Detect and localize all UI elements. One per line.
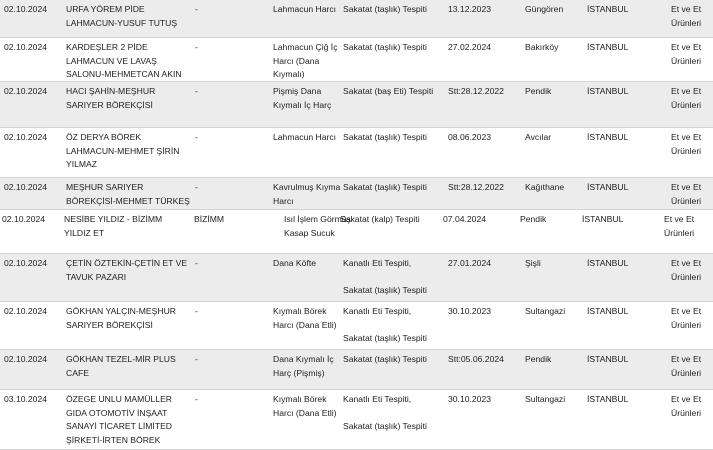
cell-group: Et ve Et Ürünleri [671,306,702,330]
cell-company: MEŞHUR SARIYER BÖREKÇİSİ-MEHMET TÜRKEŞ [66,182,190,206]
cell-product: Isıl İşlem Görmüş Kasap Sucuk [284,214,351,238]
cell-company: URFA YÖREM PİDE LAHMACUN-YUSUF TUTUŞ [66,4,178,28]
cell-product: Pişmiş Dana Kıymalı İç Harç [273,86,332,110]
cell-district: Sultangazi [525,394,566,404]
cell-group: Et ve Et Ürünleri [664,214,695,238]
cell-brand: - [195,306,198,316]
cell-date: 02.10.2024 [4,4,48,14]
cell-brand: - [195,354,198,364]
cell-city: İSTANBUL [587,394,629,404]
cell-date: 02.10.2024 [4,132,48,142]
table-row [0,38,713,82]
cell-product: Kavrulmuş Kıyma Harcı [273,182,341,206]
cell-company: NESİBE YILDIZ - BİZİMM YILDIZ ET [64,214,163,238]
cell-batch: 13.12.2023 [448,4,492,14]
cell-product: Dana Kıymalı İç Harç (Pişmiş) [273,354,334,378]
cell-group: Et ve Et Ürünleri [671,86,702,110]
cell-violation: Sakatat (kalp) Tespiti [340,214,420,224]
cell-product: Lahmacun Çiğ İç Harcı (Dana Kıymalı) [273,42,338,79]
cell-district: Avcılar [525,132,552,142]
cell-district: Pendik [520,214,547,224]
cell-brand: - [195,394,198,404]
cell-batch: 27.01.2024 [448,258,492,268]
cell-date: 02.10.2024 [4,182,48,192]
cell-brand: BİZİMM [194,214,225,224]
cell-violation: Kanatlı Eti Tespiti, Sakatat (taşlık) Tespiti [343,306,427,343]
cell-product: Lahmacun Harcı [273,4,337,14]
table-row [0,302,713,350]
cell-date: 02.10.2024 [4,86,48,96]
cell-violation: Sakatat (taşlık) Tespiti [343,182,427,192]
cell-group: Et ve Et Ürünleri [671,354,702,378]
cell-date: 02.10.2024 [4,306,48,316]
cell-company: ÖZEGE UNLU MAMÜLLER GIDA OTOMOTİV İNŞAAT SANAYİ TİCARET LİMİTED ŞİRKETİ-İRTEN BÖREK [66,394,173,445]
cell-city: İSTANBUL [587,354,629,364]
cell-brand: - [195,4,198,14]
cell-date: 02.10.2024 [4,258,48,268]
table-row [0,0,713,38]
cell-city: İSTANBUL [587,132,629,142]
cell-product: Dana Köfte [273,258,316,268]
cell-violation: Kanatlı Eti Tespiti, Sakatat (taşlık) Tespiti [343,258,427,295]
cell-violation: Sakatat (taşlık) Tespiti [343,354,427,364]
cell-batch: 07.04.2024 [443,214,487,224]
cell-brand: - [195,182,198,192]
cell-batch: 08.06.2023 [448,132,492,142]
table-row [0,128,713,178]
cell-batch: Stt:28.12.2022 [448,182,504,192]
cell-product: Kıymalı Börek Harcı (Dana Etli) [273,306,337,330]
cell-batch: Stt:28.12.2022 [448,86,504,96]
cell-group: Et ve Et Ürünleri [671,42,702,66]
cell-city: İSTANBUL [582,214,624,224]
cell-city: İSTANBUL [587,258,629,268]
table-row [0,350,713,390]
table-row [0,210,713,254]
cell-batch: Stt:05.06.2024 [448,354,504,364]
cell-product: Kıymalı Börek Harcı (Dana Etli) [273,394,337,418]
cell-brand: - [195,132,198,142]
cell-district: Şişli [525,258,541,268]
cell-batch: 30.10.2023 [448,394,492,404]
cell-district: Sultangazi [525,306,566,316]
cell-district: Güngören [525,4,564,14]
cell-batch: 27.02.2024 [448,42,492,52]
cell-company: GÖKHAN TEZEL-MİR PLUS CAFE [66,354,176,378]
cell-company: ÇETİN ÖZTEKİN-ÇETİN ET VE TAVUK PAZARI [66,258,188,282]
cell-city: İSTANBUL [587,86,629,96]
table-row [0,254,713,302]
cell-city: İSTANBUL [587,306,629,316]
cell-violation: Sakatat (baş Eti) Tespiti [343,86,434,96]
cell-brand: - [195,258,198,268]
cell-date: 02.10.2024 [2,214,46,224]
cell-district: Pendik [525,86,552,96]
cell-batch: 30.10.2023 [448,306,492,316]
cell-company: GÖKHAN YALÇIN-MEŞHUR SARIYER BÖREKÇİSİ [66,306,176,330]
cell-group: Et ve Et Ürünleri [671,258,702,282]
cell-company: HACI ŞAHİN-MEŞHUR SARIYER BÖREKÇİSİ [66,86,156,110]
cell-city: İSTANBUL [587,42,629,52]
cell-brand: - [195,86,198,96]
cell-violation: Kanatlı Eti Tespiti, Sakatat (taşlık) Tespiti [343,394,427,431]
cell-company: ÖZ DERYA BÖREK LAHMACUN-MEHMET ŞİRİN YILMAZ [66,132,180,169]
cell-group: Et ve Et Ürünleri [671,182,702,206]
cell-product: Lahmacun Harcı [273,132,337,142]
cell-date: 03.10.2024 [4,394,48,404]
table-row [0,178,713,210]
cell-brand: - [195,42,198,52]
cell-district: Bakırköy [525,42,559,52]
cell-violation: Sakatat (taşlık) Tespiti [343,4,427,14]
table-row [0,390,713,450]
cell-date: 02.10.2024 [4,354,48,364]
cell-violation: Sakatat (taşlık) Tespiti [343,132,427,142]
cell-district: Kağıthane [525,182,565,192]
cell-group: Et ve Et Ürünleri [671,4,702,28]
cell-violation: Sakatat (taşlık) Tespiti [343,42,427,52]
table-row [0,82,713,128]
cell-city: İSTANBUL [587,182,629,192]
cell-district: Pendik [525,354,552,364]
cell-group: Et ve Et Ürünleri [671,394,702,418]
cell-date: 02.10.2024 [4,42,48,52]
cell-group: Et ve Et Ürünleri [671,132,702,156]
cell-city: İSTANBUL [587,4,629,14]
cell-company: KARDEŞLER 2 PİDE LAHMACUN VE LAVAŞ SALONU-MEHMETCAN AKIN [66,42,182,79]
